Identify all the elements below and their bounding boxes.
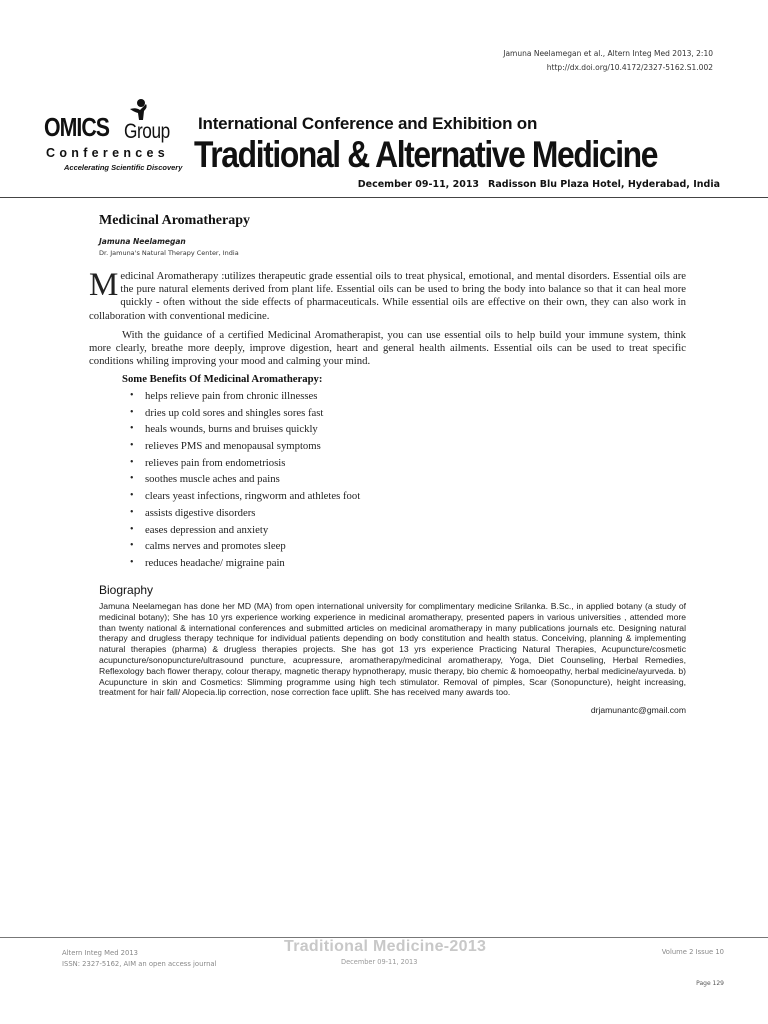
logo-group-text: Group xyxy=(124,120,170,143)
page-number: Page 129 xyxy=(696,980,724,987)
list-item xyxy=(130,523,360,540)
list-item-text: heals wounds, burns and bruises quickly xyxy=(145,423,318,436)
abstract-paragraph-2: With the guidance of a certified Medicinal Aromatherapist, you can use essential oils to help build your immune system, think more clearly, breathe more deeply, improve digestion, heart and general health ailments. Essential oils can be used to treat specific conditions whiling improving your mood and calming your mind. xyxy=(89,329,686,368)
list-item-text: relieves pain from endometriosis xyxy=(145,456,286,469)
biography-text: Jamuna Neelamegan has done her MD (MA) from open international university for complimentary medicine Srilanka. B.Sc., in applied botany (a study of medicinal botany); She has 10 yrs experience working experience in medicinal aromatherapy, presented papers in various universities , attended more than twenty national & international conferences and submitted articles on medicinal aromatherapy in many publications journals etc. Designing natural therapy and drugless therapy technique for individual patients depending on body constitution and health status. Conceiving, planning & implementing natural therapies (pharma) & drugless therapies projects. She has got 13 yrs experience Practicing Natural Therapies, Acupuncture/cosmetic acupuncture/sonopuncture/ultrasound puncture, acupressure, aromatherapy/medicinal aromatherapy, Yoga, Diet Counseling, Herbal Remedies, Reflexology bach flower therapy, colour therapy, magnetic therapy hypnotherapy, music therapy, bio chemic & homoeopathy, herbal medicine/ayurveda. b) Acupuncture in skin and Cosmetics: Slimming programme using high tech stimulator. Removal of pimples, Scar (Sonopuncture), height increasing, treatment for hair fall/ Alopecia.lip correction, nose correction face uplift. She has received many awards too. xyxy=(99,601,686,698)
article-author: Jamuna Neelamegan xyxy=(99,237,186,246)
list-item-text: calms nerves and promotes sleep xyxy=(145,540,286,553)
header-divider xyxy=(0,197,768,198)
list-item-text: assists digestive disorders xyxy=(145,506,256,519)
paragraph-1-text: edicinal Aromatherapy :utilizes therapeutic grade essential oils to treat physical, emotional, and mental disorders. Essential oils are the pure natural elements derived from plant life. Essential oils can be used to bring the body into balance so that it can heal more quickly - often without the side effects of pharmaceuticals. While essential oils are effective on their own, they can also work in collaboration with conventional medicine. xyxy=(89,270,686,322)
drop-cap: M xyxy=(89,267,119,303)
list-item-text: dries up cold sores and shingles sores fast xyxy=(145,406,324,419)
conference-meta xyxy=(358,179,720,190)
bullet-icon: • xyxy=(130,490,134,502)
omics-group-logo xyxy=(44,100,196,178)
list-item-text: relieves PMS and menopausal symptoms xyxy=(145,440,321,453)
bullet-icon: • xyxy=(130,390,134,401)
article-title: Medicinal Aromatherapy xyxy=(99,213,251,228)
list-item xyxy=(130,539,360,556)
bullet-icon: • xyxy=(130,406,134,418)
footer-journal-info xyxy=(62,948,216,970)
list-item-text: eases depression and anxiety xyxy=(145,523,269,536)
footer-volume: Volume 2 Issue 10 xyxy=(661,948,724,956)
bullet-icon: • xyxy=(130,506,134,518)
list-item xyxy=(130,422,360,439)
footer-conference-date: December 09-11, 2013 xyxy=(341,958,418,966)
list-item xyxy=(130,456,360,473)
list-item xyxy=(130,472,360,489)
list-item xyxy=(130,439,360,456)
benefits-heading: Some Benefits Of Medicinal Aromatherapy: xyxy=(122,373,323,385)
author-email-link[interactable]: drjamunantc@gmail.com xyxy=(590,705,686,715)
bullet-icon: • xyxy=(130,556,134,568)
bullet-icon: • xyxy=(130,423,134,435)
bullet-icon: • xyxy=(130,456,134,468)
logo-conferences-text: Conferences xyxy=(46,146,170,160)
conference-venue: Radisson Blu Plaza Hotel, Hyderabad, India xyxy=(488,179,720,190)
list-item xyxy=(130,406,360,423)
logo-omics-text: OMICS xyxy=(44,112,109,142)
doi-link[interactable]: http://dx.doi.org/10.4172/2327-5162.S1.002 xyxy=(546,63,713,72)
bullet-icon: • xyxy=(130,540,134,552)
list-item xyxy=(130,556,360,573)
list-item xyxy=(130,389,360,406)
list-item-text: helps relieve pain from chronic illnesses xyxy=(145,390,318,402)
bullet-icon: • xyxy=(130,473,134,485)
footer-issn: ISSN: 2327-5162, AIM an open access journal xyxy=(62,960,217,968)
list-item-text: clears yeast infections, ringworm and athletes foot xyxy=(145,490,361,503)
conference-title: Traditional & Alternative Medicine xyxy=(194,134,658,175)
benefits-list xyxy=(130,389,360,573)
citation xyxy=(503,47,713,75)
bullet-icon: • xyxy=(130,440,134,452)
article-affiliation: Dr. Jamuna's Natural Therapy Center, India xyxy=(99,249,239,257)
list-item-text: soothes muscle aches and pains xyxy=(145,473,280,486)
abstract-paragraph-1 xyxy=(89,267,686,323)
footer-journal: Altern Integ Med 2013 xyxy=(62,949,138,957)
logo-tagline: Accelerating Scientific Discovery xyxy=(64,163,183,172)
biography-heading: Biography xyxy=(99,583,154,597)
footer-conference-title: Traditional Medicine-2013 xyxy=(284,938,487,955)
list-item xyxy=(130,489,360,506)
bullet-icon: • xyxy=(130,523,134,535)
list-item-text: reduces headache/ migraine pain xyxy=(145,556,285,569)
conference-subtitle: International Conference and Exhibition on xyxy=(198,114,538,133)
conference-dates: December 09-11, 2013 xyxy=(357,179,480,190)
list-item xyxy=(130,506,360,523)
citation-line: Jamuna Neelamegan et al., Altern Integ Med 2013, 2:10 xyxy=(503,49,713,58)
